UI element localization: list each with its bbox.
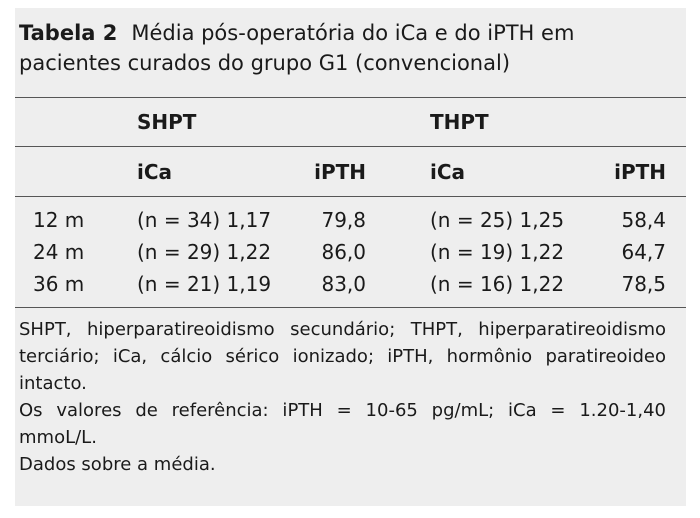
row-period: 24 m [33, 240, 85, 264]
table-title: Média pós-operatória do iCa e do iPTH em pacientes curados do grupo G1 (convencional) [19, 21, 575, 75]
group-header-thpt: THPT [430, 110, 489, 134]
cell-shpt-ica: (n = 21) 1,19 [137, 272, 272, 296]
cell-thpt-ica: (n = 25) 1,25 [430, 208, 565, 232]
cell-thpt-ica: (n = 16) 1,22 [430, 272, 565, 296]
header-rule [15, 196, 686, 197]
row-period: 36 m [33, 272, 85, 296]
group-header-shpt: SHPT [137, 110, 197, 134]
table-caption [19, 18, 659, 78]
table-label: Tabela 2 [19, 21, 118, 45]
group-rule [15, 146, 686, 147]
col-header-thpt-ipth: iPTH [614, 160, 666, 184]
col-header-shpt-ipth: iPTH [314, 160, 366, 184]
col-header-thpt-ica: iCa [430, 160, 466, 184]
cell-thpt-ica: (n = 19) 1,22 [430, 240, 565, 264]
cell-thpt-ipth: 64,7 [621, 240, 666, 264]
cell-shpt-ica: (n = 29) 1,22 [137, 240, 272, 264]
note-abbreviations: SHPT, hiperparatireoidismo secundário; THPT, hiperparatireoidismo terciário; iCa, cálcio sérico ionizado; iPTH, hormônio paratireoideo intacto. [19, 319, 666, 394]
cell-shpt-ipth: 86,0 [321, 240, 366, 264]
col-header-shpt-ica: iCa [137, 160, 173, 184]
row-period: 12 m [33, 208, 85, 232]
bottom-rule [15, 307, 686, 308]
table-notes [19, 316, 666, 478]
cell-shpt-ica: (n = 34) 1,17 [137, 208, 272, 232]
cell-shpt-ipth: 83,0 [321, 272, 366, 296]
cell-thpt-ipth: 78,5 [621, 272, 666, 296]
note-data-mean: Dados sobre a média. [19, 454, 216, 475]
cell-shpt-ipth: 79,8 [321, 208, 366, 232]
cell-thpt-ipth: 58,4 [621, 208, 666, 232]
note-reference-values: Os valores de referência: iPTH = 10-65 pg/mL; iCa = 1.20-1,40 mmoL/L. [19, 400, 666, 448]
top-rule [15, 97, 686, 98]
